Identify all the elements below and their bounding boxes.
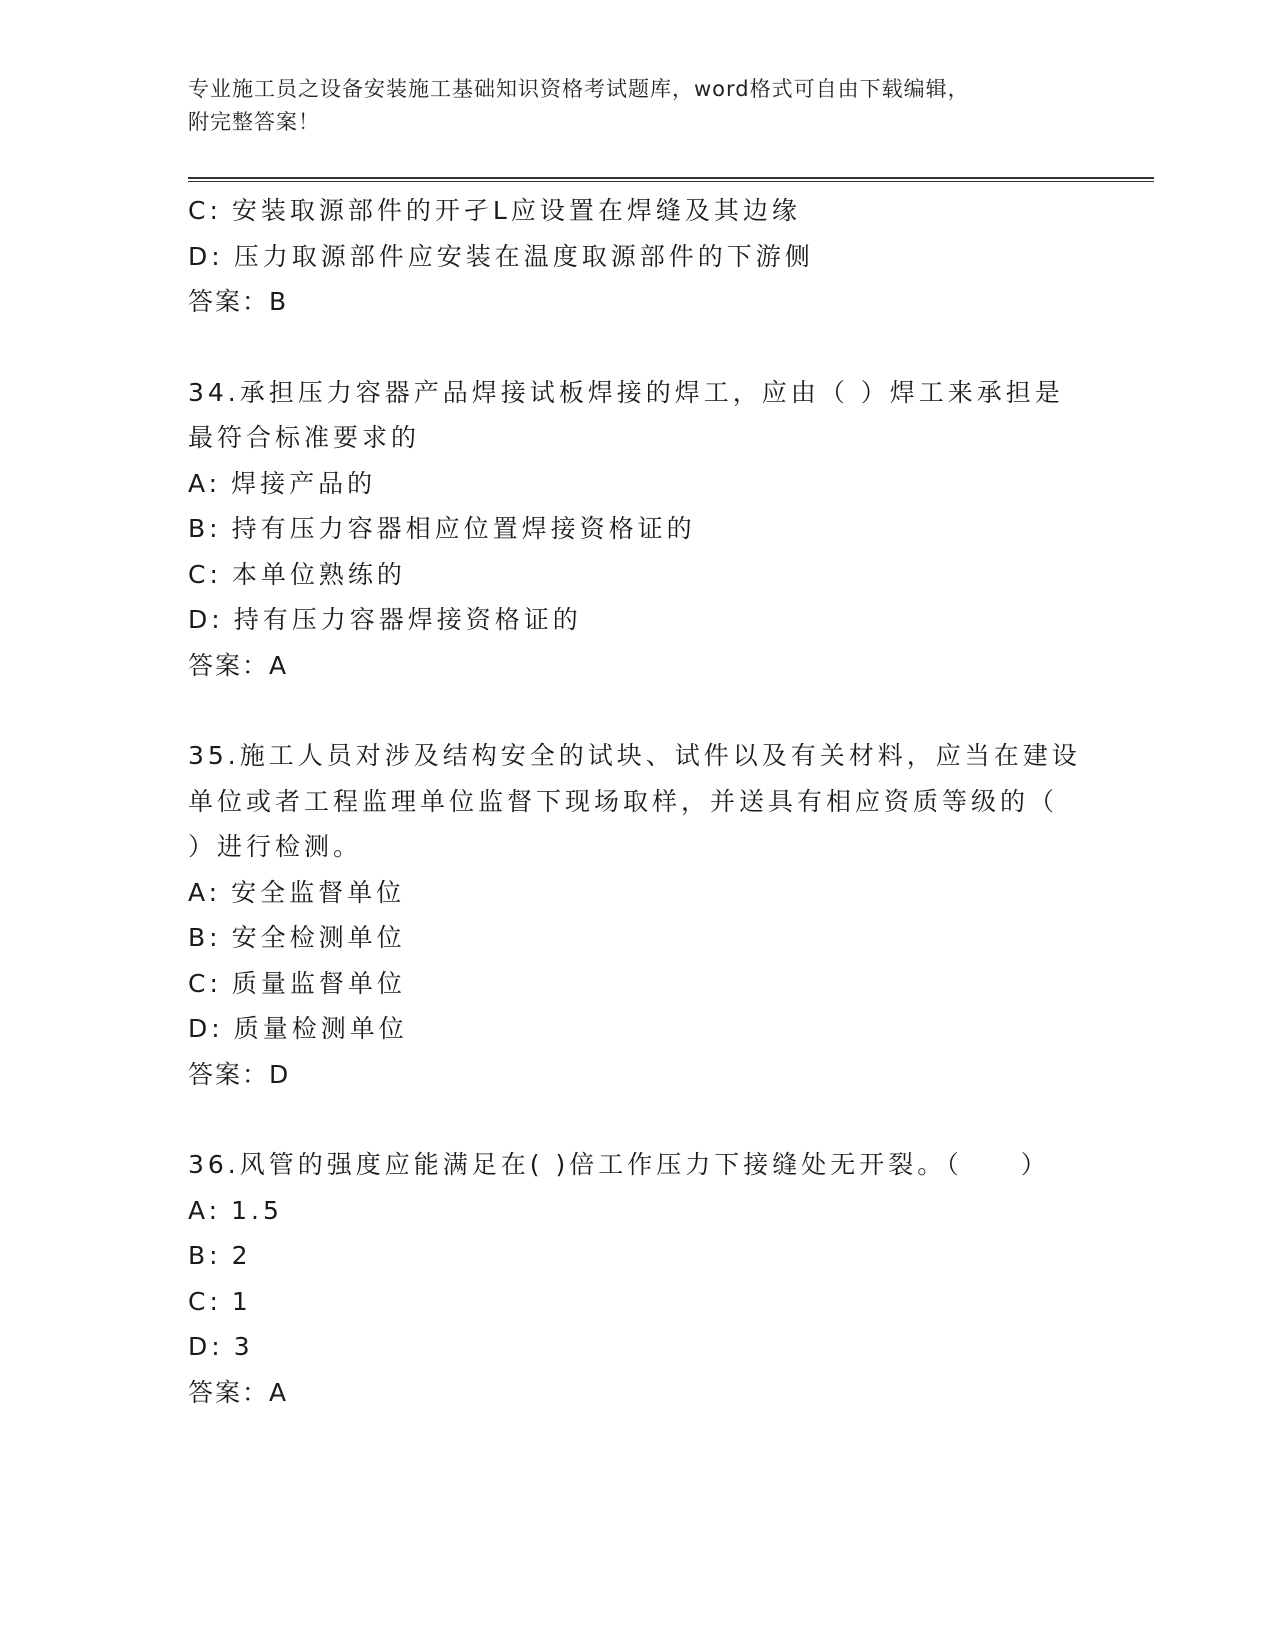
header-divider-thin <box>188 181 1154 182</box>
header-line-2: 附完整答案！ <box>188 110 320 134</box>
answer-line: 答案：B <box>188 287 289 316</box>
option-c <box>188 1279 1088 1325</box>
question-text-line: 35.施工人员对涉及结构安全的试块、试件以及有关材料，应当在建设 <box>188 741 1081 770</box>
question-text-line: 34.承担压力容器产品焊接试板焊接的焊工，应由（ ）焊工来承担是 <box>188 377 1064 407</box>
option-d <box>188 1006 1088 1052</box>
option-letter: A: <box>188 877 222 907</box>
option-text: 持有压力容器焊接资格证的 <box>233 605 582 634</box>
option-text: 安全检测单位 <box>231 923 406 952</box>
option-text: 质量检测单位 <box>233 1014 408 1043</box>
question-text-line: 最符合标准要求的 <box>188 423 421 452</box>
option-text: 质量监督单位 <box>231 968 406 998</box>
answer-line: 答案：A <box>188 1377 289 1407</box>
option-text: 3 <box>233 1332 254 1361</box>
option-text: 安装取源部件的开孑L应设置在焊缝及其边缘 <box>231 196 801 225</box>
document-body <box>188 188 1088 1415</box>
option-d <box>188 597 1088 643</box>
option-letter: D: <box>188 1014 224 1043</box>
option-letter: A: <box>188 468 222 498</box>
option-text: 1 <box>231 1286 252 1316</box>
option-text: 压力取源部件应安装在温度取源部件的下游侧 <box>233 241 814 271</box>
option-d <box>188 1324 1088 1370</box>
option-letter: B: <box>188 923 222 952</box>
option-letter: D: <box>188 605 224 634</box>
header-divider-thick <box>188 177 1154 179</box>
question-34 <box>188 370 1088 689</box>
answer-line: 答案：A <box>188 650 289 680</box>
option-letter: D: <box>188 241 224 271</box>
option-d <box>188 234 1088 280</box>
option-letter: C: <box>188 968 222 998</box>
question-text-line: 36.风管的强度应能满足在( )倍工作压力下接缝处无开裂。（ ） <box>188 1150 1050 1179</box>
document-header <box>188 73 1068 139</box>
option-letter: C: <box>188 559 222 589</box>
option-letter: C: <box>188 196 222 225</box>
option-text: 持有压力容器相应位置焊接资格证的 <box>231 514 696 543</box>
option-c <box>188 961 1088 1007</box>
option-letter: B: <box>188 514 222 543</box>
option-text: 本单位熟练的 <box>231 559 406 589</box>
spacer <box>188 1097 1088 1142</box>
option-c <box>188 552 1088 598</box>
prev-question-block <box>188 188 1088 325</box>
option-text: 2 <box>231 1241 252 1270</box>
option-c <box>188 188 1088 234</box>
option-a <box>188 1188 1088 1234</box>
option-letter: B: <box>188 1241 222 1270</box>
spacer <box>188 688 1088 733</box>
question-text-line: 单位或者工程监理单位监督下现场取样，并送具有相应资质等级的（ <box>188 786 1059 816</box>
question-text-line: ）进行检测。 <box>188 832 363 861</box>
option-a <box>188 461 1088 507</box>
option-letter: A: <box>188 1195 222 1225</box>
answer-line: 答案：D <box>188 1059 291 1089</box>
question-35 <box>188 733 1088 1097</box>
option-text: 安全监督单位 <box>231 877 406 907</box>
option-text: 1.5 <box>231 1195 283 1225</box>
option-a <box>188 870 1088 916</box>
question-36 <box>188 1142 1088 1415</box>
option-letter: D: <box>188 1332 224 1361</box>
spacer <box>188 325 1088 370</box>
option-letter: C: <box>188 1286 222 1316</box>
header-line-1: 专业施工员之设备安装施工基础知识资格考试题库，word格式可自由下载编辑， <box>188 77 970 101</box>
option-text: 焊接产品的 <box>231 468 377 498</box>
option-b <box>188 1233 1088 1279</box>
option-b <box>188 915 1088 961</box>
option-b <box>188 506 1088 552</box>
